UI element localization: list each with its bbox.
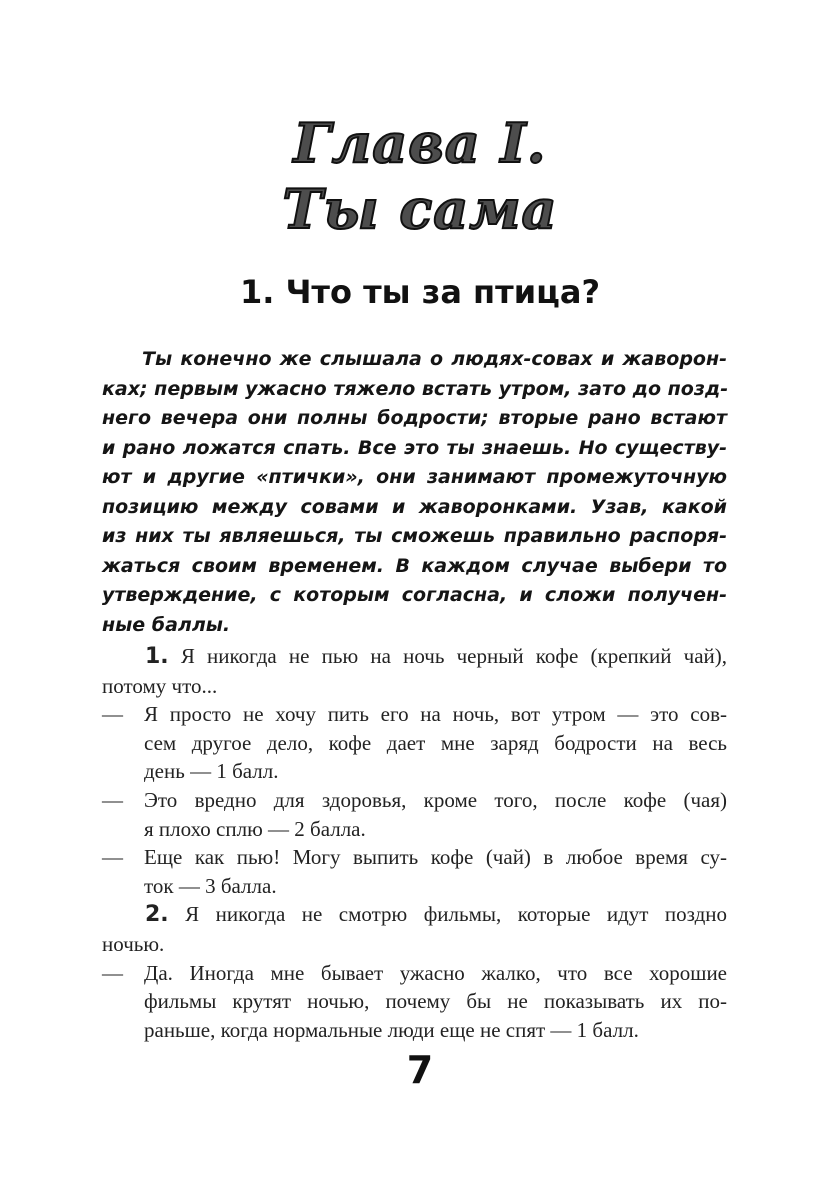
intro-line: позицию между совами и жаворонками. Узав, какой [102, 495, 727, 518]
intro-line: ках; первым ужасно тяжело встать утром, зато до позд- [102, 377, 729, 400]
option-dash: — [102, 787, 123, 812]
question-2-line: 2. Я никогда не смотрю фильмы, которые идут поздно [145, 902, 728, 928]
chapter-title-line-1: Глава I. [293, 111, 547, 175]
question-1 [102, 642, 727, 900]
intro-line: и рано ложатся спать. Все это ты знаешь. Но существу- [102, 436, 727, 459]
intro-paragraph [102, 345, 727, 640]
chapter-title [0, 110, 840, 242]
section-title: 1. Что ты за птица? [240, 273, 600, 311]
question-2 [102, 900, 727, 1044]
intro-line: жаться своим временем. В каждом случае выбери то [102, 554, 727, 577]
option-dash: — [102, 845, 123, 870]
page-number: 7 [406, 1048, 434, 1092]
option-line: Да. Иногда мне бывает ужасно жалко, что все хорошие [144, 960, 727, 985]
question-2-option-1 [102, 959, 727, 1045]
question-1-option-1 [102, 700, 727, 786]
question-2-line: ночью. [102, 931, 165, 956]
intro-line: ют и другие «птички», они занимают промежуточную [102, 466, 727, 488]
question-1-option-2 [102, 786, 727, 843]
option-line: день — 1 балл. [144, 759, 279, 784]
option-line: фильмы крутят ночью, почему бы не показывать их по- [144, 989, 727, 1014]
question-1-line: потому что... [102, 673, 218, 698]
option-line: я плохо сплю — 2 балла. [144, 816, 366, 841]
option-line: Еще как пью! Могу выпить кофе (чай) в любое время су- [144, 845, 727, 870]
option-line: Это вредно для здоровья, кроме того, после кофе (чая) [144, 787, 727, 812]
question-2-number: 2. [145, 902, 169, 928]
question-1-number: 1. [145, 644, 169, 669]
question-1-option-3 [102, 843, 727, 900]
intro-line: ные баллы. [102, 613, 231, 636]
intro-line: утверждение, с которым согласна, и сложи получен- [102, 584, 727, 606]
intro-line: из них ты являешься, ты сможешь правильно распоря- [102, 525, 727, 547]
question-1-line: 1. Я никогда не пью на ночь черный кофе (крепкий чай), [145, 644, 727, 669]
option-line: раньше, когда нормальные люди еще не спят — 1 балл. [144, 1017, 639, 1042]
option-dash: — [102, 702, 123, 727]
intro-line: него вечера они полны бодрости; вторые рано встают [102, 407, 727, 429]
intro-line: Ты конечно же слышала о людях-совах и жаворон- [142, 348, 727, 370]
option-line: сем другое дело, кофе дает мне заряд бодрости на весь [144, 730, 727, 755]
option-line: Я просто не хочу пить его на ночь, вот утром — это сов- [144, 702, 727, 727]
questions-list [102, 642, 727, 1044]
option-dash: — [102, 960, 123, 985]
option-line: ток — 3 балла. [144, 873, 277, 898]
chapter-title-line-2: Ты сама [282, 177, 558, 241]
